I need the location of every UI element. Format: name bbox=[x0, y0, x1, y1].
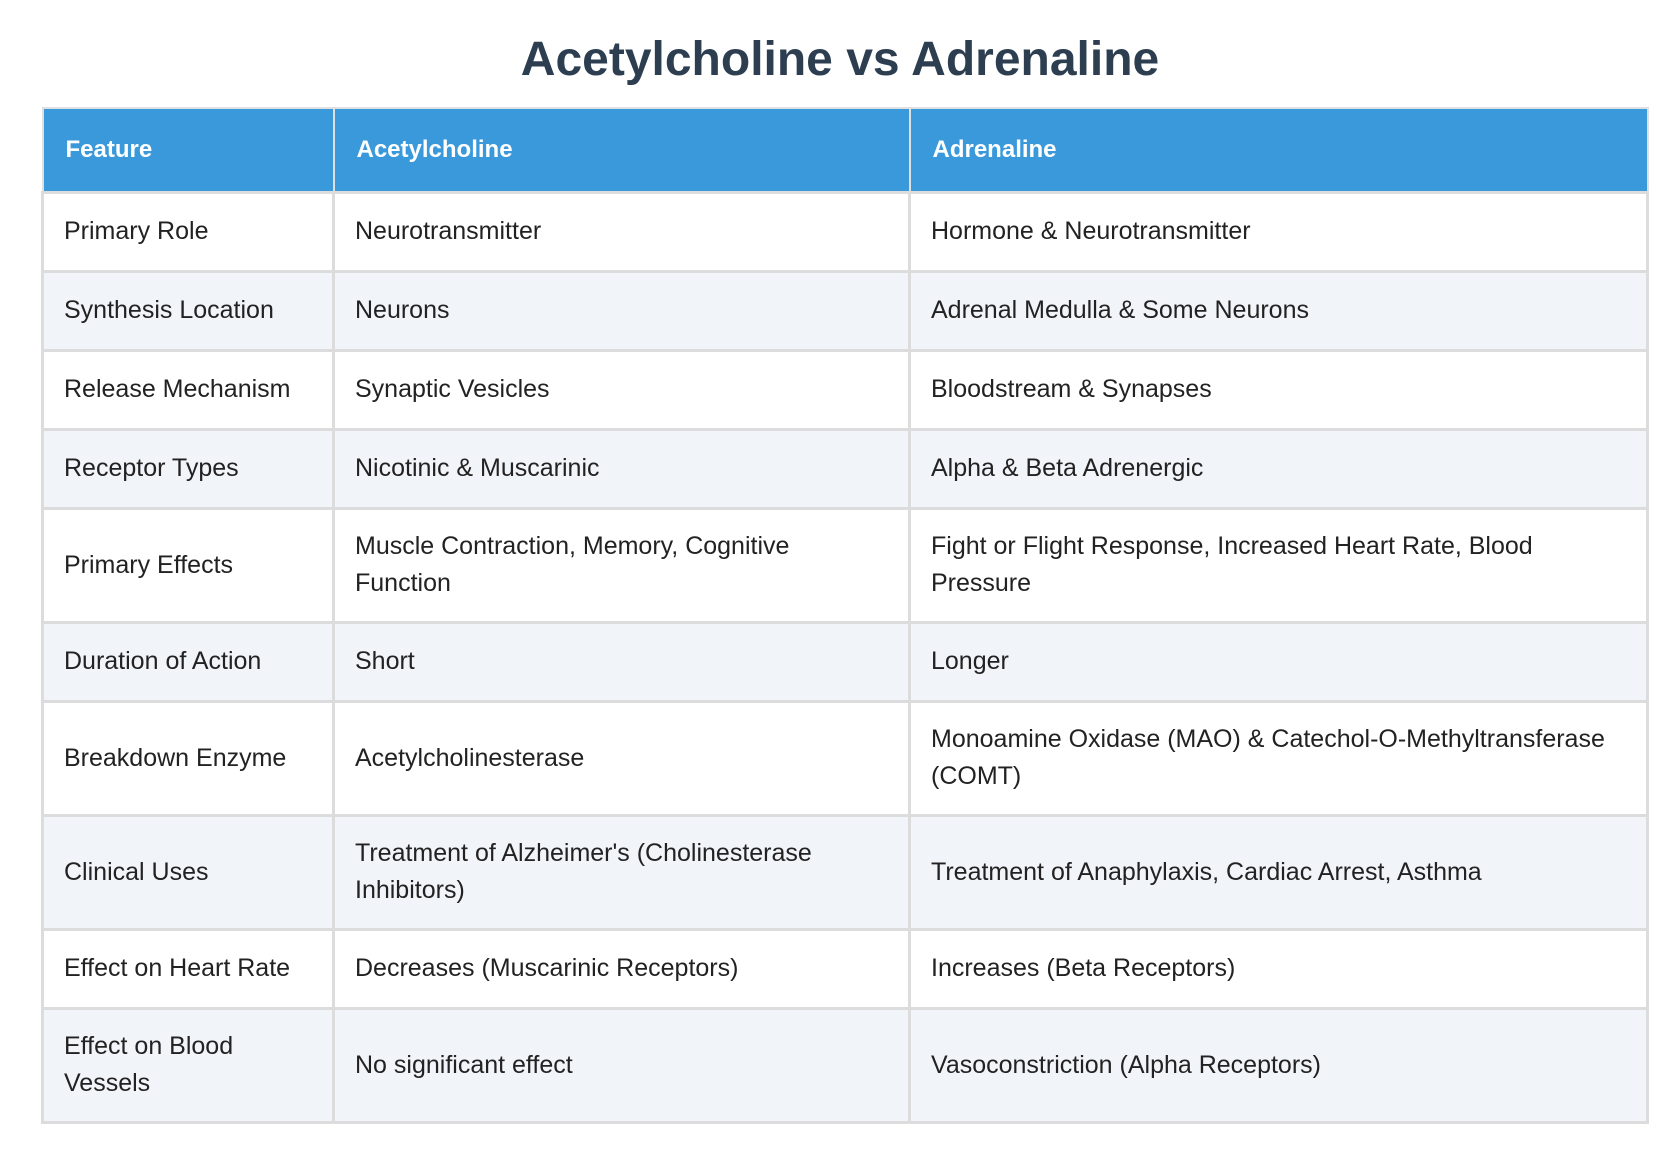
page-title: Acetylcholine vs Adrenaline bbox=[520, 33, 1160, 86]
table-body bbox=[43, 192, 1648, 1122]
adrenaline-cell: Alpha & Beta Adrenergic bbox=[910, 429, 1648, 508]
header-row bbox=[43, 108, 1648, 192]
table-row bbox=[43, 815, 1648, 929]
feature-cell: Primary Effects bbox=[43, 508, 334, 622]
acetylcholine-cell: Decreases (Muscarinic Receptors) bbox=[334, 929, 910, 1008]
table-row bbox=[43, 508, 1648, 622]
acetylcholine-cell: Muscle Contraction, Memory, Cognitive Function bbox=[334, 508, 910, 622]
header-adrenaline: Adrenaline bbox=[910, 108, 1648, 192]
acetylcholine-cell: Synaptic Vesicles bbox=[334, 350, 910, 429]
table-row bbox=[43, 622, 1648, 701]
adrenaline-cell: Adrenal Medulla & Some Neurons bbox=[910, 271, 1648, 350]
acetylcholine-cell: Acetylcholinesterase bbox=[334, 701, 910, 815]
feature-cell: Effect on Blood Vessels bbox=[43, 1008, 334, 1122]
feature-cell: Duration of Action bbox=[43, 622, 334, 701]
comparison-table bbox=[41, 107, 1649, 1124]
adrenaline-cell: Monoamine Oxidase (MAO) & Catechol-O-Methyltransferase (COMT) bbox=[910, 701, 1648, 815]
header-acetylcholine: Acetylcholine bbox=[334, 108, 910, 192]
feature-cell: Clinical Uses bbox=[43, 815, 334, 929]
acetylcholine-cell: Neurotransmitter bbox=[334, 192, 910, 271]
feature-cell: Primary Role bbox=[43, 192, 334, 271]
adrenaline-cell: Increases (Beta Receptors) bbox=[910, 929, 1648, 1008]
acetylcholine-cell: No significant effect bbox=[334, 1008, 910, 1122]
table-row bbox=[43, 350, 1648, 429]
adrenaline-cell: Bloodstream & Synapses bbox=[910, 350, 1648, 429]
table-row bbox=[43, 929, 1648, 1008]
feature-cell: Breakdown Enzyme bbox=[43, 701, 334, 815]
feature-cell: Receptor Types bbox=[43, 429, 334, 508]
table-row bbox=[43, 192, 1648, 271]
acetylcholine-cell: Nicotinic & Muscarinic bbox=[334, 429, 910, 508]
table-row bbox=[43, 1008, 1648, 1122]
feature-cell: Effect on Heart Rate bbox=[43, 929, 334, 1008]
adrenaline-cell: Hormone & Neurotransmitter bbox=[910, 192, 1648, 271]
feature-cell: Release Mechanism bbox=[43, 350, 334, 429]
adrenaline-cell: Longer bbox=[910, 622, 1648, 701]
acetylcholine-cell: Neurons bbox=[334, 271, 910, 350]
table-row bbox=[43, 429, 1648, 508]
adrenaline-cell: Fight or Flight Response, Increased Heart Rate, Blood Pressure bbox=[910, 508, 1648, 622]
acetylcholine-cell: Treatment of Alzheimer's (Cholinesterase Inhibitors) bbox=[334, 815, 910, 929]
table-row bbox=[43, 701, 1648, 815]
feature-cell: Synthesis Location bbox=[43, 271, 334, 350]
table-row bbox=[43, 271, 1648, 350]
table-header bbox=[43, 108, 1648, 192]
adrenaline-cell: Vasoconstriction (Alpha Receptors) bbox=[910, 1008, 1648, 1122]
acetylcholine-cell: Short bbox=[334, 622, 910, 701]
adrenaline-cell: Treatment of Anaphylaxis, Cardiac Arrest, Asthma bbox=[910, 815, 1648, 929]
header-feature: Feature bbox=[43, 108, 334, 192]
